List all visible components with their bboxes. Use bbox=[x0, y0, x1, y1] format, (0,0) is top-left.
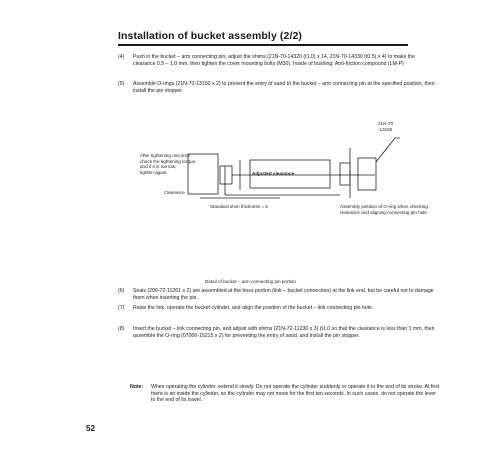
adjusted-clearance-label: Adjusted clearance bbox=[252, 171, 295, 176]
standard-shim-label: Standard shim thickness = 8 bbox=[210, 204, 268, 209]
step-text: Seals (209-72-11261 x 2) are assembled at the boss portion (link – bucket connection) at the link end, but be careful not to damage them when inserting the pin. bbox=[133, 288, 434, 301]
step-text: Assemble O-rings (21N-70-13150 x 2) to prevent the entry of sand to the bucket – arm connecting pin at the specified position, then install the pin stopper. bbox=[133, 81, 435, 94]
torque-note: After tightening one time, check the tightening torque, and if it is too low, tighten again. bbox=[140, 153, 197, 175]
step-number: (7) bbox=[118, 305, 125, 311]
step-text: Push in the bucket – arm connecting pin, adjust the shims (21N-70-14320 (t1.0) x 14, 21N-70-14330 (t0.5) x 4) to make the clearance 0.5 – 1.0 mm, then tighten the cover mounting bolts (M30). Inside of bushing: Anti-friction compound (LM-P) bbox=[133, 54, 416, 67]
step-text: Raise the link, operate the bucket cylinder, and align the position of the bucket – link connecting pin hole. bbox=[133, 305, 374, 311]
step-text: Insert the bucket – link connecting pin, and adjust with shims (21N-72-11230 x 3) (t1.0 so that the clearance is less than 1 mm, then assemble the O-ring (07000-15215 x 2) for preventing the entry of sand, and install the pin stopper. bbox=[133, 326, 435, 339]
figure-caption: Detail of bucket – arm connecting pin portion bbox=[205, 279, 296, 284]
step-number: (5) bbox=[118, 81, 125, 87]
step-number: (6) bbox=[118, 288, 125, 294]
note-label: Note: bbox=[130, 384, 144, 390]
assembly-position-label: Assembly position of O-ring when checking clearance and aligning connecting pin hole bbox=[340, 204, 428, 215]
page-title: Installation of bucket assembly (2/2) bbox=[118, 30, 302, 42]
step-number: (8) bbox=[118, 326, 125, 332]
title-rule bbox=[118, 44, 408, 46]
page-number: 52 bbox=[86, 424, 95, 433]
clearance-label: Clearance bbox=[164, 190, 185, 195]
note-text: When operating the cylinder, extend it slowly. Do not operate the cylinder suddenly or operate it to the end of its stroke. At first there is air inside the cylinder, so the cylinder may not move for the first ten seconds. In such cases, do not operate the lever to the end of its travel. bbox=[151, 384, 440, 404]
part-number-label: 21N-70 -13150 bbox=[378, 121, 394, 132]
pin-detail-figure bbox=[140, 118, 470, 218]
step-number: (4) bbox=[118, 54, 125, 60]
